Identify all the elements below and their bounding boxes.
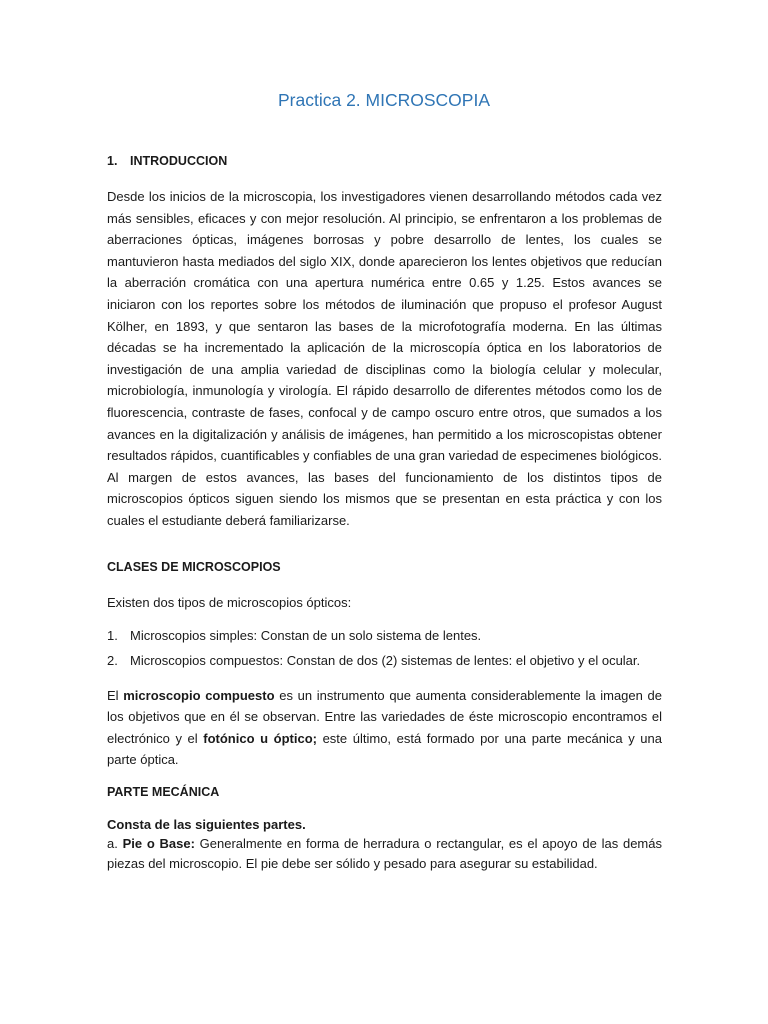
section-heading-mecanica: PARTE MECÁNICA <box>107 784 220 799</box>
compound-paragraph <box>107 685 662 771</box>
microscope-types-list <box>107 625 662 671</box>
item-prefix: a. <box>107 835 123 851</box>
bold-term: Pie o Base: <box>122 835 195 851</box>
list-item-number: 2. <box>107 652 118 668</box>
list-item-text: Microscopios compuestos: Constan de dos (2) sistemas de lentes: el objetivo y el ocular. <box>130 652 641 668</box>
list-item-text: Microscopios simples: Constan de un solo sistema de lentes. <box>130 627 482 643</box>
text-run: este último, está formado por una parte mecánica y una parte óptica. <box>107 730 662 768</box>
list-item-number: 1. <box>107 627 118 643</box>
page-title: Practica 2. MICROSCOPIA <box>278 90 490 110</box>
section-heading-introduccion <box>107 154 662 168</box>
list-item <box>107 625 662 646</box>
list-item <box>107 650 662 671</box>
section-heading-clases: CLASES DE MICROSCOPIOS <box>107 559 281 574</box>
clases-intro: Existen dos tipos de microscopios ópticos: <box>107 594 352 610</box>
text-run: es un instrumento que aumenta considerablemente la imagen de los objetivos que en él se observan. Entre las variedades de éste microscopio encontramos el electrónico y el <box>107 687 663 746</box>
intro-paragraph: Desde los inicios de la microscopia, los investigadores vienen desarrollando métodos cada vez más sensibles, eficaces y con mejor resolución. Al principio, se enfrentaron a los problemas de aberraciones ópticas, imágenes borrosas y pobre desarrollo de lentes, los cuales se mantuvieron hasta mediados del siglo XIX, donde aparecieron los lentes objetivos que reducían la aberración cromática con una apertura numérica entre 0.65 y 1.25. Estos avances se iniciaron con los reportes sobre los métodos de iluminación que propuso el profesor August Kölher, en 1893, y que sentaron las bases de la microfotografía moderna. En las últimas décadas se ha incrementado la aplicación de la microscopía óptica en los laboratorios de investigación de una amplia variedad de disciplinas como la biología celular y molecular, microbiología, inmunología y virología. El rápido desarrollo de diferentes métodos como los de fluorescencia, contraste de fases, confocal y de campo oscuro entre otros, que sumados a los avances en la digitalización y análisis de imágenes, han permitido a los microscopistas obtener resultados rápidos, cuantificables y confiables de una gran variedad de especimenes biológicos. Al margen de estos avances, las bases del funcionamiento de los distintos tipos de microscopios ópticos siguen siendo los mismos que se presentan en esta práctica y con los cuales el estudiante deberá familiarizarse. <box>107 189 662 528</box>
subheading-partes: Consta de las siguientes partes. <box>107 816 306 832</box>
bold-term: microscopio compuesto <box>123 687 275 703</box>
text-run: Generalmente en forma de herradura o rectangular, es el apoyo de las demás piezas del microscopio. El pie debe ser sólido y pesado para asegurar su estabilidad. <box>107 835 662 871</box>
item-pie-base <box>107 834 662 874</box>
bold-term: fotónico u óptico; <box>203 730 317 746</box>
document-body <box>107 154 662 874</box>
section-title: INTRODUCCION <box>130 154 228 168</box>
text-run: El <box>107 687 124 703</box>
section-number: 1. <box>107 154 118 168</box>
